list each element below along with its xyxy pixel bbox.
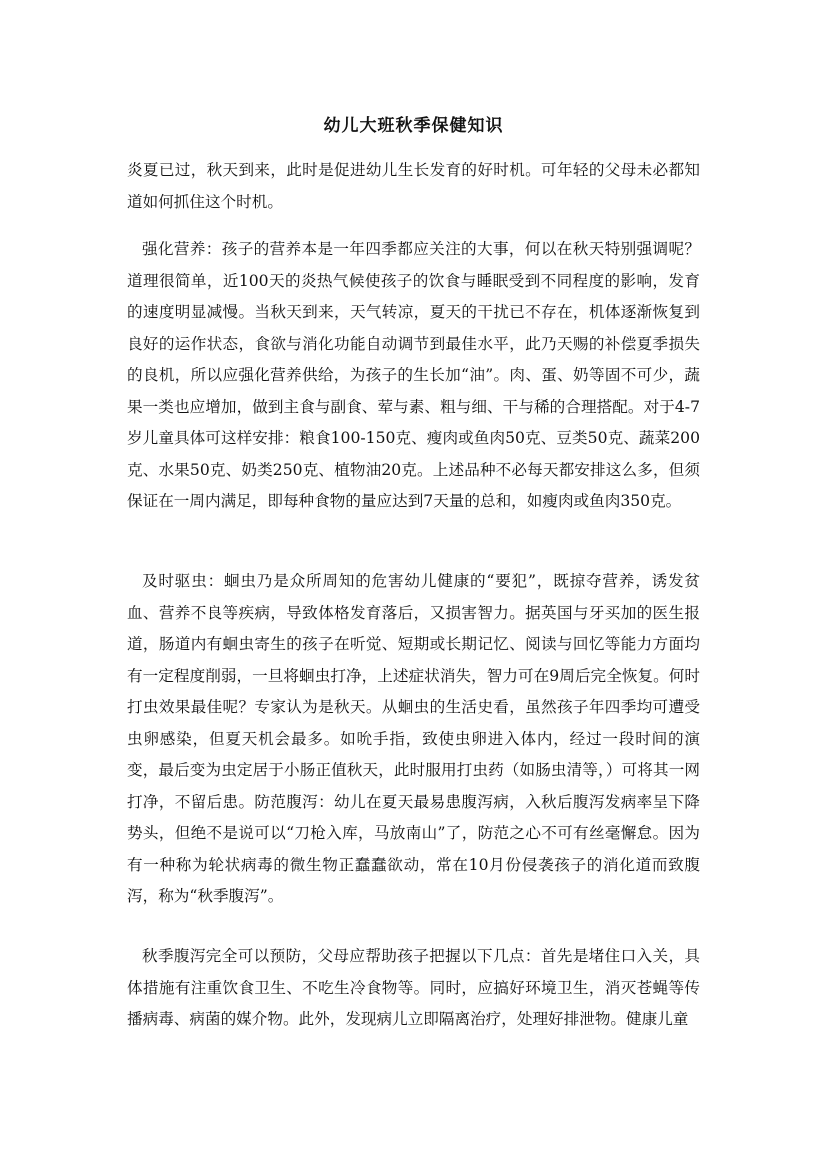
paragraph-nutrition: 强化营养：孩子的营养本是一年四季都应关注的大事，何以在秋天特别强调呢？道理很简单，近100天的炎热气候使孩子的饮食与睡眠受到不同程度的影响，发育的速度明显减慢。当秋天到来，天气转凉，夏天的干扰已不存在，机体逐渐恢复到良好的运作状态，食欲与消化功能自动调节到最佳水平，此乃天赐的补偿夏季损失的良机，所以应强化营养供给，为孩子的生长加“油”。肉、蛋、奶等固不可少，蔬果一类也应增加，做到主食与副食、荤与素、粗与细、干与稀的合理搭配。对于4-7岁儿童具体可这样安排：粮食100-150克、瘦肉或鱼肉50克、豆类50克、蔬菜200克、水果50克、奶类250克、植物油20克。上述品种不必每天都安排这么多，但须保证在一周内满足，即每种食物的量应达到7天量的总和，如瘦肉或鱼肉350克。 [127,240,700,510]
paragraph-intro: 炎夏已过，秋天到来，此时是促进幼儿生长发育的好时机。可年轻的父母未必都知道如何抓住这个时机。 [127,161,700,211]
paragraph-deworming: 及时驱虫：蛔虫乃是众所周知的危害幼儿健康的“要犯”，既掠夺营养，诱发贫血、营养不良等疾病，导致体格发育落后，又损害智力。据英国与牙买加的医生报道，肠道内有蛔虫寄生的孩子在听觉、短期或长期记忆、阅读与回忆等能力方面均有一定程度削弱，一旦将蛔虫打净，上述症状消失，智力可在9周后完全恢复。何时打虫效果最佳呢？专家认为是秋天。从蛔虫的生活史看，虽然孩子年四季均可遭受虫卵感染，但夏天机会最多。如吮手指，致使虫卵进入体内，经过一段时间的演变，最后变为虫定居于小肠正值秋天，此时服用打虫药（如肠虫清等，）可将其一网打净，不留后患。防范腹泻：幼儿在夏天最易患腹泻病，入秋后腹泻发病率呈下降势头，但绝不是说可以“刀枪入库，马放南山”了，防范之心不可有丝毫懈怠。因为有一种称为轮状病毒的微生物正蠢蠢欲动，常在10月份侵袭孩子的消化道而致腹泻，称为“秋季腹泻”。 [127,572,700,905]
document-title: 幼儿大班秋季保健知识 [323,116,504,136]
paragraph-diarrhea-prevention: 秋季腹泻完全可以预防，父母应帮助孩子把握以下几点：首先是堵住口入关，具体措施有注重饮食卫生、不吃生冷食物等。同时，应搞好环境卫生，消灭苍蝇等传播病毒、病菌的媒介物。此外，发现病儿立即隔离治疗，处理好排泄物。健康儿童 [127,947,700,1028]
